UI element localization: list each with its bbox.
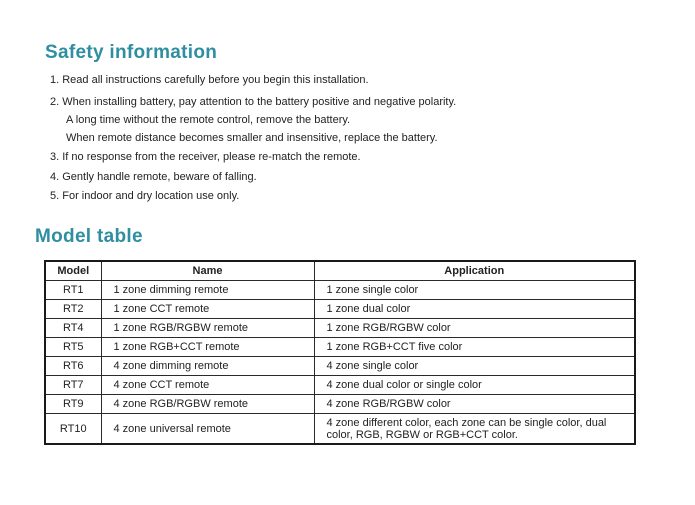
table-row <box>45 376 635 395</box>
model-cell: RT6 <box>45 357 101 376</box>
name-cell: 1 zone RGB+CCT remote <box>101 338 314 357</box>
table-row <box>45 319 635 338</box>
application-cell: 1 zone RGB/RGBW color <box>314 319 635 338</box>
safety-item-1: 1. Read all instructions carefully before you begin this installation. <box>50 74 369 86</box>
model-cell: RT5 <box>45 338 101 357</box>
application-cell: 1 zone RGB+CCT five color <box>314 338 635 357</box>
name-cell: 4 zone dimming remote <box>101 357 314 376</box>
model-cell: RT10 <box>45 414 101 445</box>
name-cell: 1 zone RGB/RGBW remote <box>101 319 314 338</box>
safety-item-2-sub-2: When remote distance becomes smaller and insensitive, replace the battery. <box>66 132 438 144</box>
application-cell: 4 zone dual color or single color <box>314 376 635 395</box>
table-row <box>45 414 635 445</box>
safety-title: Safety information <box>45 42 218 63</box>
name-cell: 1 zone dimming remote <box>101 281 314 300</box>
model-table-title: Model table <box>35 226 143 247</box>
model-cell: RT2 <box>45 300 101 319</box>
name-cell: 4 zone universal remote <box>101 414 314 445</box>
application-cell: 4 zone different color, each zone can be single color, dual color, RGB, RGBW or RGB+CCT color. <box>314 414 635 445</box>
application-cell: 1 zone single color <box>314 281 635 300</box>
table-row <box>45 395 635 414</box>
name-cell: 4 zone RGB/RGBW remote <box>101 395 314 414</box>
model-table <box>44 260 636 445</box>
table-row <box>45 338 635 357</box>
name-cell: 1 zone CCT remote <box>101 300 314 319</box>
application-cell: 4 zone RGB/RGBW color <box>314 395 635 414</box>
header-name: Name <box>101 261 314 281</box>
header-model: Model <box>45 261 101 281</box>
model-cell: RT4 <box>45 319 101 338</box>
application-cell: 4 zone single color <box>314 357 635 376</box>
model-cell: RT7 <box>45 376 101 395</box>
model-cell: RT1 <box>45 281 101 300</box>
table-row <box>45 357 635 376</box>
header-application: Application <box>314 261 635 281</box>
safety-item-3: 3. If no response from the receiver, please re-match the remote. <box>50 151 361 163</box>
table-row <box>45 300 635 319</box>
application-cell: 1 zone dual color <box>314 300 635 319</box>
safety-item-2-sub-1: A long time without the remote control, remove the battery. <box>66 114 351 126</box>
table-header-row <box>45 261 635 281</box>
model-cell: RT9 <box>45 395 101 414</box>
safety-item-2: 2. When installing battery, pay attention to the battery positive and negative polarity. <box>50 96 457 108</box>
safety-item-5: 5. For indoor and dry location use only. <box>50 190 240 202</box>
safety-item-4: 4. Gently handle remote, beware of falling. <box>50 171 257 183</box>
name-cell: 4 zone CCT remote <box>101 376 314 395</box>
table-row <box>45 281 635 300</box>
